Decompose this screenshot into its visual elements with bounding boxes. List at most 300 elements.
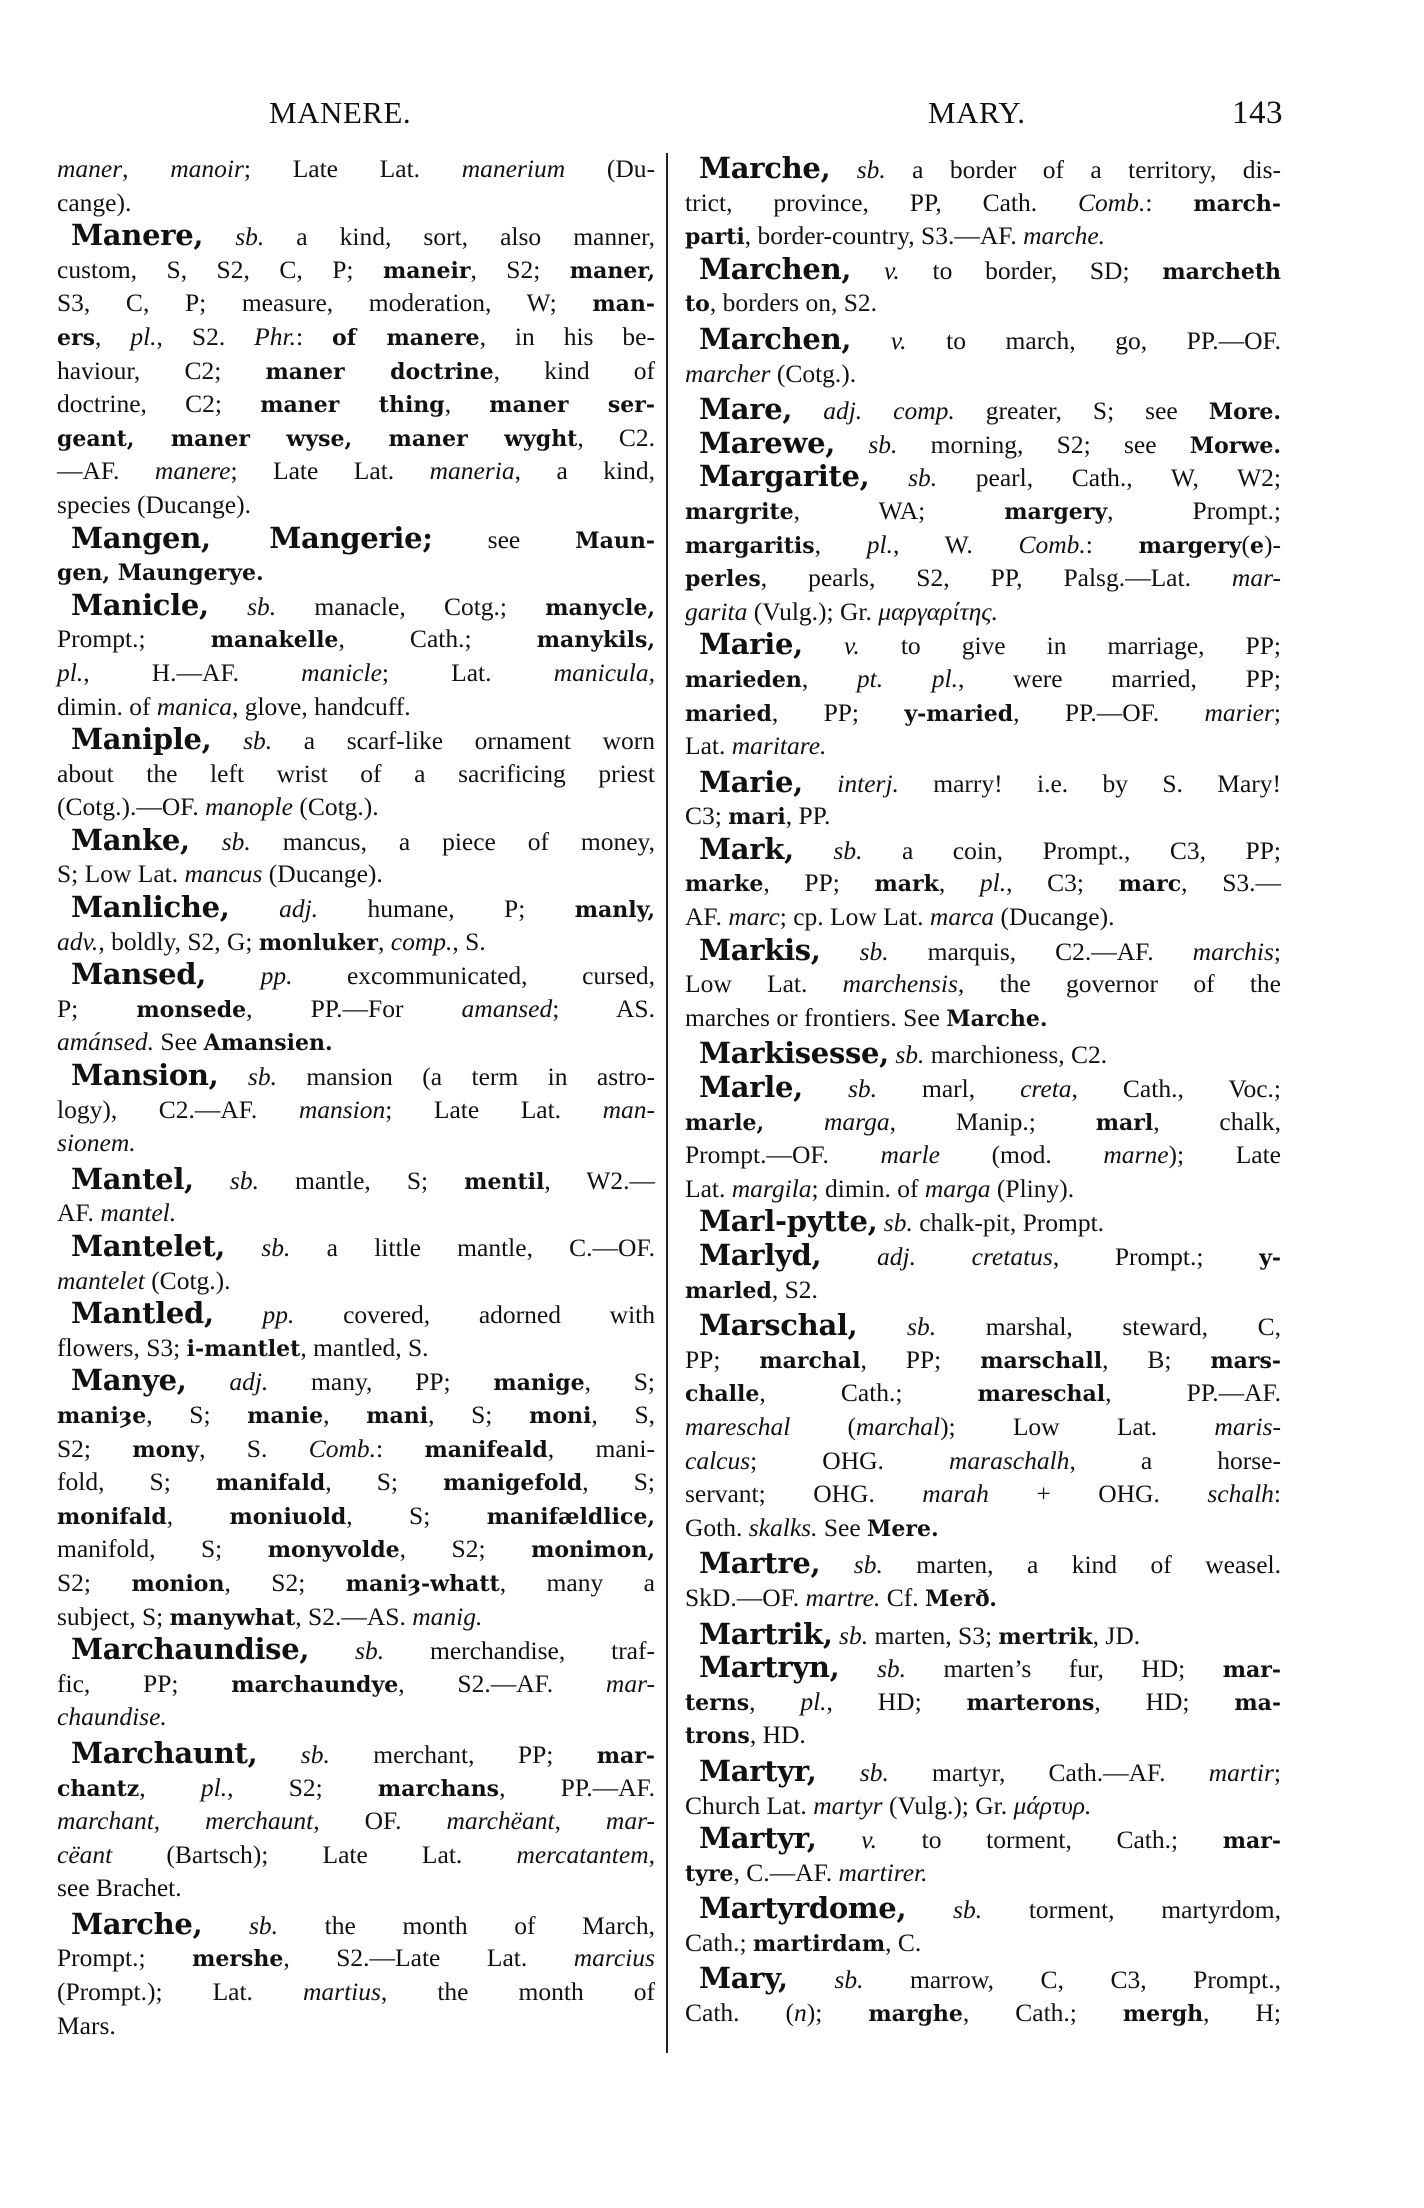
text: + OHG. (988, 1479, 1208, 1509)
headword: Mantled, (71, 1296, 214, 1331)
text: , PP.—AF. (499, 1772, 656, 1802)
bold-form: marle, (685, 1109, 765, 1136)
text (820, 1550, 853, 1579)
text: ); Low Lat. (940, 1411, 1215, 1441)
line-content (71, 824, 655, 859)
entry-text-line (57, 1566, 655, 1600)
bold-form: mareschal (977, 1381, 1106, 1408)
text: See (817, 1512, 868, 1542)
bold-form: martirdam (753, 1930, 886, 1957)
entry-text-line (57, 1804, 655, 1838)
line-content (685, 186, 1281, 222)
italic-text: mar- (1231, 563, 1281, 593)
text: Cath.; (685, 1927, 753, 1957)
entry-text-line (685, 1856, 1281, 1890)
text: , mani- (547, 1433, 655, 1463)
text: , S2.—AS. (295, 1601, 413, 1631)
text: (Ducange). (994, 902, 1115, 932)
line-content (685, 1789, 1281, 1823)
line-content (71, 1297, 655, 1332)
entry-text-line (685, 799, 1281, 833)
bold-form: mergh (1122, 2001, 1204, 2028)
text: , Cath.; (338, 624, 537, 654)
line-content (699, 1205, 1281, 1240)
italic-text: martius (302, 1977, 381, 2007)
text: C3; (685, 801, 729, 831)
text: , (153, 1806, 206, 1836)
bold-form: manigefold (443, 1470, 583, 1497)
running-head-right: MARY. (928, 95, 1026, 130)
bold-form: marchal (759, 1347, 861, 1374)
text: marten, a kind of weasel. (882, 1550, 1281, 1580)
text: manifold, S; (57, 1534, 268, 1564)
italic-text: sb. (235, 222, 265, 252)
entry-headword-line (685, 766, 1281, 800)
line-content (685, 1581, 1281, 1617)
text: , OF. (313, 1806, 447, 1836)
line-content (699, 934, 1281, 969)
entry-text-line (685, 1926, 1281, 1960)
line-content (57, 656, 655, 690)
line-content (699, 460, 1281, 495)
italic-text: marchis (1192, 936, 1274, 966)
line-content (685, 595, 1281, 629)
line-content (57, 1838, 655, 1872)
italic-text: marca (929, 902, 995, 932)
text: (Vulg.); Gr. (747, 596, 879, 626)
text: , (323, 1399, 367, 1429)
italic-text: marchensis (842, 969, 958, 999)
italic-text: marchëant (446, 1806, 555, 1836)
bold-form: parti (685, 224, 745, 251)
headword: Marle, (699, 1070, 803, 1105)
text: , C2. (577, 422, 655, 452)
text: ( (790, 1411, 857, 1441)
text: , S2. (771, 1274, 818, 1304)
text: , C.—AF. (733, 1857, 839, 1887)
entry-text-line (57, 1700, 655, 1734)
text: S2; (57, 1433, 133, 1463)
headword: Marl-pytte, (699, 1204, 878, 1239)
line-content (71, 1163, 655, 1200)
bold-form: mar- (1222, 1828, 1281, 1855)
italic-text: μάρτυρ. (1013, 1790, 1092, 1820)
text: , S2.—AF. (398, 1668, 606, 1698)
text: Goth. (685, 1512, 749, 1542)
page-number: 143 (1232, 95, 1283, 131)
italic-text: maraschalh (949, 1445, 1070, 1475)
headword: Markis, (699, 932, 821, 967)
italic-text: marc (728, 902, 780, 932)
text: , borders on, S2. (709, 288, 878, 318)
entry-text-line (57, 1025, 655, 1059)
entry-text-line (57, 286, 655, 320)
entry-text-line (57, 2009, 655, 2043)
text: , S2; (224, 1567, 346, 1597)
line-content (699, 628, 1281, 663)
italic-text: sb. (895, 1040, 925, 1070)
text (916, 1242, 972, 1271)
bold-form: More. (1208, 399, 1282, 426)
line-content (685, 1105, 1281, 1141)
bold-form: Marche. (946, 1005, 1048, 1032)
line-content (699, 323, 1281, 358)
text: , W2.— (544, 1165, 655, 1195)
italic-text: mar- (605, 1668, 655, 1698)
entry-headword-line (685, 152, 1281, 186)
line-content (685, 219, 1281, 255)
entry-text-line (685, 1477, 1281, 1511)
italic-text: martyr (813, 1790, 883, 1820)
italic-text: adj. (229, 1367, 269, 1397)
text: a coin, Prompt., C3, PP; (862, 835, 1281, 865)
bold-form: mony (132, 1436, 200, 1463)
headword: Manye, (71, 1363, 187, 1398)
text: Cf. (880, 1582, 926, 1612)
text: fold, S; (57, 1467, 216, 1497)
entry-headword-line (685, 427, 1281, 461)
bold-form: maner ser- (489, 392, 656, 419)
text: excommunicated, cursed, (292, 961, 656, 991)
bold-form: marchaundye (231, 1671, 399, 1698)
entry-text-line (685, 696, 1281, 730)
italic-text: pl. (57, 657, 84, 687)
text: , (94, 321, 131, 351)
text: , S; (428, 1399, 530, 1429)
entry-headword-line (685, 323, 1281, 357)
line-content (71, 1364, 655, 1401)
text: humane, P; (318, 894, 575, 924)
bold-form: monsede (136, 996, 247, 1023)
entry-headword-line (685, 253, 1281, 287)
line-content (57, 1667, 655, 1703)
text: : (295, 321, 333, 351)
text: ; OHG. (750, 1445, 950, 1475)
entry-text-line (685, 1343, 1281, 1377)
text: ; Late Lat. (230, 456, 430, 486)
line-content (71, 1908, 655, 1943)
entry-text-line (57, 690, 655, 724)
italic-text: pl. (800, 1686, 827, 1716)
headword: Marchaunt, (71, 1735, 258, 1770)
left-column (57, 152, 655, 2042)
text: pearl, Cath., W, W2; (937, 463, 1281, 493)
italic-text: sb. (218, 1062, 277, 1092)
entry-text-line (57, 1667, 655, 1701)
text (764, 1107, 824, 1136)
text: marrow, C, C3, Prompt., (863, 1965, 1281, 1995)
bold-form: maniȝe (57, 1402, 147, 1429)
line-content (685, 1511, 1281, 1547)
headword: Mansion, (71, 1058, 219, 1093)
text: marry! i.e. by S. Mary! (898, 768, 1281, 798)
text: , C. (885, 1927, 922, 1957)
text (792, 396, 823, 425)
text: , pearls, S2, PP, Palsg.—Lat. (760, 563, 1232, 593)
text: S2; (57, 1567, 132, 1597)
headword: Marche, (699, 151, 831, 185)
bold-form: marghe (868, 2001, 963, 2028)
text: , S2; (399, 1534, 532, 1564)
line-content (57, 320, 655, 356)
entry-text-line (57, 152, 655, 186)
bold-form: challe (685, 1381, 760, 1408)
line-content (685, 662, 1281, 698)
entry-text-line (685, 729, 1281, 763)
italic-text: mar- (605, 1806, 655, 1836)
entry-headword-line (685, 1071, 1281, 1105)
text: , S; (146, 1399, 248, 1429)
line-content (57, 1025, 655, 1061)
text (203, 222, 235, 251)
entry-headword-line (685, 1239, 1281, 1273)
text: marl, (877, 1074, 1021, 1104)
entry-headword-line (685, 1755, 1281, 1789)
italic-text: sionem. (57, 1128, 136, 1158)
line-content (57, 488, 655, 522)
bold-form: manifældlice, (486, 1503, 655, 1530)
text (202, 1911, 249, 1940)
text: trict, province, PP, Cath. (685, 187, 1079, 217)
text: species (Ducange). (57, 489, 251, 519)
line-content (57, 387, 655, 423)
entry-headword-line (685, 460, 1281, 494)
italic-text: v. (861, 1825, 878, 1855)
bold-form: chantz (57, 1775, 140, 1802)
text: marchioness, C2. (924, 1040, 1108, 1070)
italic-text: pp. (260, 961, 293, 991)
entry-headword-line (57, 723, 655, 757)
headword: Martyr, (699, 1753, 817, 1788)
headword: Marchen, (699, 251, 852, 286)
line-content (57, 1264, 655, 1298)
italic-text: sb. (877, 1208, 913, 1238)
text: : (376, 1433, 425, 1463)
line-content (699, 1037, 1281, 1072)
italic-text: adj. (876, 1242, 916, 1271)
text: see Brachet. (57, 1873, 182, 1903)
text: , (444, 389, 490, 419)
text: , (166, 1500, 230, 1530)
entry-text-line (57, 1432, 655, 1466)
text: marquis, C2.—AF. (888, 936, 1193, 966)
line-content (699, 1239, 1281, 1276)
line-content (699, 1651, 1281, 1688)
line-content (71, 958, 655, 993)
bold-form: trons (685, 1723, 750, 1750)
text (803, 631, 844, 660)
entry-text-line (685, 219, 1281, 253)
line-content (57, 1941, 655, 1977)
text: Lat. (685, 1173, 732, 1203)
text: morning, S2; see (897, 429, 1190, 459)
headword: Markisesse, (699, 1036, 889, 1071)
italic-text: sb. (211, 726, 273, 756)
italic-text: marah (922, 1479, 989, 1509)
italic-text: marchant (57, 1806, 154, 1836)
bold-form: manywhat (169, 1604, 296, 1631)
italic-text: marche. (1023, 221, 1106, 251)
italic-text: manicle (301, 657, 382, 687)
right-column (685, 152, 1281, 2030)
text: to give in marriage, PP; (859, 631, 1281, 661)
italic-text: sb. (249, 1910, 279, 1940)
italic-text: manere (154, 456, 231, 486)
line-content (71, 1737, 655, 1774)
text (857, 1312, 907, 1341)
bold-form: gen, Maungerye. (57, 560, 264, 587)
bold-form: i-mantlet (186, 1335, 301, 1362)
italic-text: sb. (839, 1654, 907, 1684)
line-content (699, 393, 1281, 430)
text: cange). (57, 187, 132, 217)
headword: Manliche, (71, 890, 230, 925)
italic-text: amánsed. (57, 1027, 155, 1057)
text: mantle, S; (258, 1165, 465, 1195)
italic-text: manig. (412, 1601, 483, 1631)
italic-text: Comb. (1018, 529, 1086, 559)
headword: Mary, (699, 1961, 788, 1996)
italic-text: μαργαρίτης. (878, 596, 998, 626)
text: , S, (591, 1399, 655, 1429)
line-content (57, 2009, 655, 2043)
text: Low Lat. (685, 969, 843, 999)
line-content (57, 992, 655, 1028)
line-content (699, 427, 1281, 464)
entry-headword-line (685, 833, 1281, 867)
italic-text: margila (731, 1173, 812, 1203)
text: , S2; (227, 1772, 378, 1802)
line-content (57, 790, 655, 824)
bold-form: moni (529, 1402, 592, 1429)
text: (Vulg.); Gr. (882, 1790, 1014, 1820)
text: , JD. (1092, 1620, 1141, 1650)
text: dimin. of (57, 691, 157, 721)
bold-form: monimon, (531, 1537, 655, 1564)
entry-text-line (685, 1996, 1281, 2030)
italic-text: sb. (229, 1165, 259, 1195)
bold-form: manly, (574, 897, 655, 924)
line-content (57, 1196, 655, 1230)
text: , S; (346, 1500, 487, 1530)
text: torment, martyrdom, (982, 1895, 1281, 1925)
text: marten, S3; (868, 1620, 999, 1650)
italic-text: Phr. (254, 321, 296, 351)
text: a little mantle, C.—OF. (290, 1233, 655, 1262)
text: , (938, 868, 980, 898)
column-separator (666, 153, 668, 2053)
text: ); Late (1168, 1140, 1281, 1170)
entry-headword-line (57, 1633, 655, 1667)
entry-text-line (685, 967, 1281, 1001)
italic-text: v. (883, 255, 900, 285)
text: , (749, 1686, 801, 1716)
line-content (57, 421, 655, 457)
entry-text-line (57, 1465, 655, 1499)
text: , (139, 1772, 201, 1802)
entry-text-line (57, 320, 655, 354)
text: a kind, sort, also manner, (264, 222, 656, 252)
text: ; (1273, 1757, 1281, 1787)
italic-text: sb. (208, 591, 277, 621)
entry-text-line (57, 1093, 655, 1127)
italic-text: sb. (221, 826, 251, 856)
text (190, 827, 222, 856)
entry-headword-line (685, 1547, 1281, 1581)
line-content (57, 354, 655, 390)
italic-text: marchal (856, 1411, 941, 1441)
text: ; (1273, 697, 1281, 727)
text: : (1085, 529, 1139, 559)
text (817, 1825, 862, 1854)
text: Church Lat. (685, 1790, 814, 1820)
text: (Prompt.); Lat. (57, 1977, 303, 2007)
headword: Martryn, (699, 1650, 840, 1685)
line-content (685, 1718, 1281, 1754)
text: see (432, 524, 576, 554)
line-content (685, 561, 1281, 597)
text: , PP. (785, 801, 831, 831)
line-content (71, 1633, 655, 1668)
italic-text: man- (602, 1094, 655, 1124)
line-content (57, 186, 655, 220)
text: PP; (685, 1344, 760, 1374)
bold-form: manycle, (545, 594, 655, 621)
text: Cath. ( (685, 1998, 795, 2028)
text: , a kind, (514, 456, 656, 486)
italic-text: mantelet (57, 1265, 145, 1295)
line-content (699, 1822, 1281, 1859)
entry-text-line (685, 561, 1281, 595)
entry-headword-line (685, 1618, 1281, 1652)
italic-text: cretatus (971, 1242, 1053, 1271)
text: chalk-pit, Prompt. (912, 1208, 1105, 1238)
italic-text: comp. (390, 926, 453, 956)
text: , HD; (1094, 1686, 1235, 1716)
entry-headword-line (57, 1297, 655, 1331)
bold-form: geant, maner wyse, maner wyght (57, 425, 578, 452)
bold-form: marc (1118, 871, 1182, 898)
entry-headword-line (57, 824, 655, 858)
line-content (685, 286, 1281, 322)
bold-form: mentil (464, 1168, 545, 1195)
entry-text-line (685, 1410, 1281, 1444)
entry-text-line (685, 528, 1281, 562)
line-content (699, 1309, 1281, 1344)
italic-text: adj. (279, 894, 319, 924)
text: , HD; (826, 1686, 967, 1716)
text: ; Late Lat. (243, 154, 462, 183)
headword: Marewe, (699, 425, 836, 460)
entry-text-line (57, 387, 655, 421)
text (851, 256, 884, 285)
italic-text: maritare. (731, 731, 827, 761)
text: , were married, PP; (958, 663, 1282, 693)
text (257, 1740, 300, 1769)
bold-form: maniȝ-whatt (345, 1570, 500, 1597)
text: , S. (199, 1433, 309, 1463)
text: , H; (1203, 1998, 1282, 2028)
headword: Margarite, (699, 459, 870, 494)
line-content (57, 286, 655, 322)
line-content (57, 1871, 655, 1905)
text: , Cath.; (962, 1998, 1123, 2028)
bold-form: terns (685, 1689, 750, 1716)
text: , PP.—For (246, 993, 462, 1023)
italic-text: n (794, 1998, 807, 2028)
text: (Cotg.). (144, 1265, 231, 1295)
text: about the left wrist of a sacrificing priest (57, 758, 655, 788)
